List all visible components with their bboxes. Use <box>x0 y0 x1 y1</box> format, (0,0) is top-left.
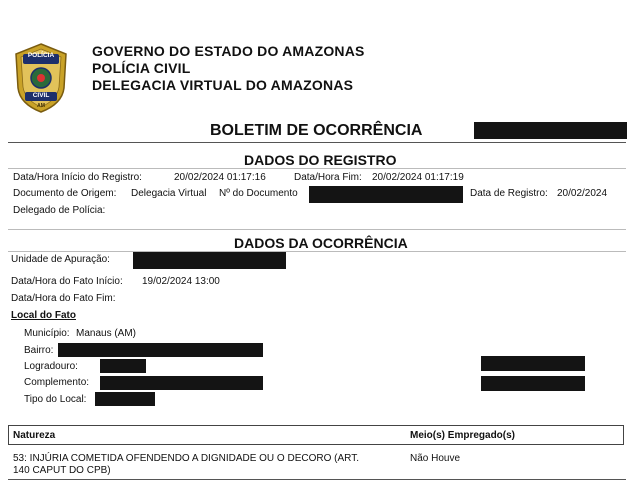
natureza-table-header <box>8 425 624 445</box>
page-title: BOLETIM DE OCORRÊNCIA <box>210 122 423 139</box>
redacted-document-number <box>309 186 463 203</box>
data-registro-value: 20/02/2024 <box>557 188 608 199</box>
inicio-registro-label: Data/Hora Início do Registro: <box>13 172 142 183</box>
local-fato-heading: Local do Fato <box>11 310 76 321</box>
redacted-block <box>481 376 585 391</box>
natureza-cell-continued: 140 CAPUT DO CPB) <box>13 465 111 476</box>
delegado-label: Delegado de Polícia: <box>13 205 106 216</box>
num-documento-label: Nº do Documento <box>219 188 298 199</box>
redacted-logradouro <box>100 359 146 373</box>
logradouro-label: Logradouro: <box>24 361 78 372</box>
meio-cell: Não Houve <box>410 453 461 464</box>
redacted-tipo-local <box>95 392 155 406</box>
divider <box>8 142 626 143</box>
fato-inicio-label: Data/Hora do Fato Início: <box>11 276 123 287</box>
fato-inicio-value: 19/02/2024 13:00 <box>142 276 220 287</box>
divider <box>8 251 626 252</box>
badge-state-text: AM <box>37 103 45 109</box>
inicio-registro-value: 20/02/2024 01:17:16 <box>174 172 266 183</box>
data-registro-label: Data de Registro: <box>470 188 548 199</box>
redacted-unidade <box>133 252 286 269</box>
fim-registro-value: 20/02/2024 01:17:19 <box>372 172 464 183</box>
complemento-label: Complemento: <box>24 377 90 388</box>
header-line-3: DELEGACIA VIRTUAL DO AMAZONAS <box>92 77 354 93</box>
fato-fim-label: Data/Hora do Fato Fim: <box>11 293 116 304</box>
header-line-1: GOVERNO DO ESTADO DO AMAZONAS <box>92 43 365 59</box>
redacted-block <box>481 356 585 371</box>
section-heading-registro: DADOS DO REGISTRO <box>244 152 397 168</box>
redacted-bairro <box>58 343 263 357</box>
divider <box>8 229 626 230</box>
bairro-label: Bairro: <box>24 345 54 356</box>
tipo-local-label: Tipo do Local: <box>24 394 87 405</box>
origem-value: Delegacia Virtual <box>131 188 207 199</box>
badge-bottom-text: CIVIL <box>32 92 50 99</box>
table-bottom-rule <box>8 479 626 480</box>
divider <box>8 168 626 169</box>
badge-top-text: POLÍCIA <box>27 52 55 59</box>
municipio-label: Município: <box>24 328 70 339</box>
natureza-column-header: Natureza <box>13 430 56 441</box>
origem-label: Documento de Origem: <box>13 188 117 199</box>
redacted-complemento <box>100 376 263 390</box>
unidade-label: Unidade de Apuração: <box>11 254 110 265</box>
section-heading-ocorrencia: DADOS DA OCORRÊNCIA <box>234 235 408 251</box>
fim-registro-label: Data/Hora Fim: <box>294 172 362 183</box>
meio-column-header: Meio(s) Empregado(s) <box>410 430 516 441</box>
municipio-value: Manaus (AM) <box>76 328 137 339</box>
natureza-cell: 53: INJÚRIA COMETIDA OFENDENDO A DIGNIDADE OU O DECORO (ART. <box>13 453 359 464</box>
redacted-block <box>474 122 627 139</box>
header-line-2: POLÍCIA CIVIL <box>92 60 191 76</box>
